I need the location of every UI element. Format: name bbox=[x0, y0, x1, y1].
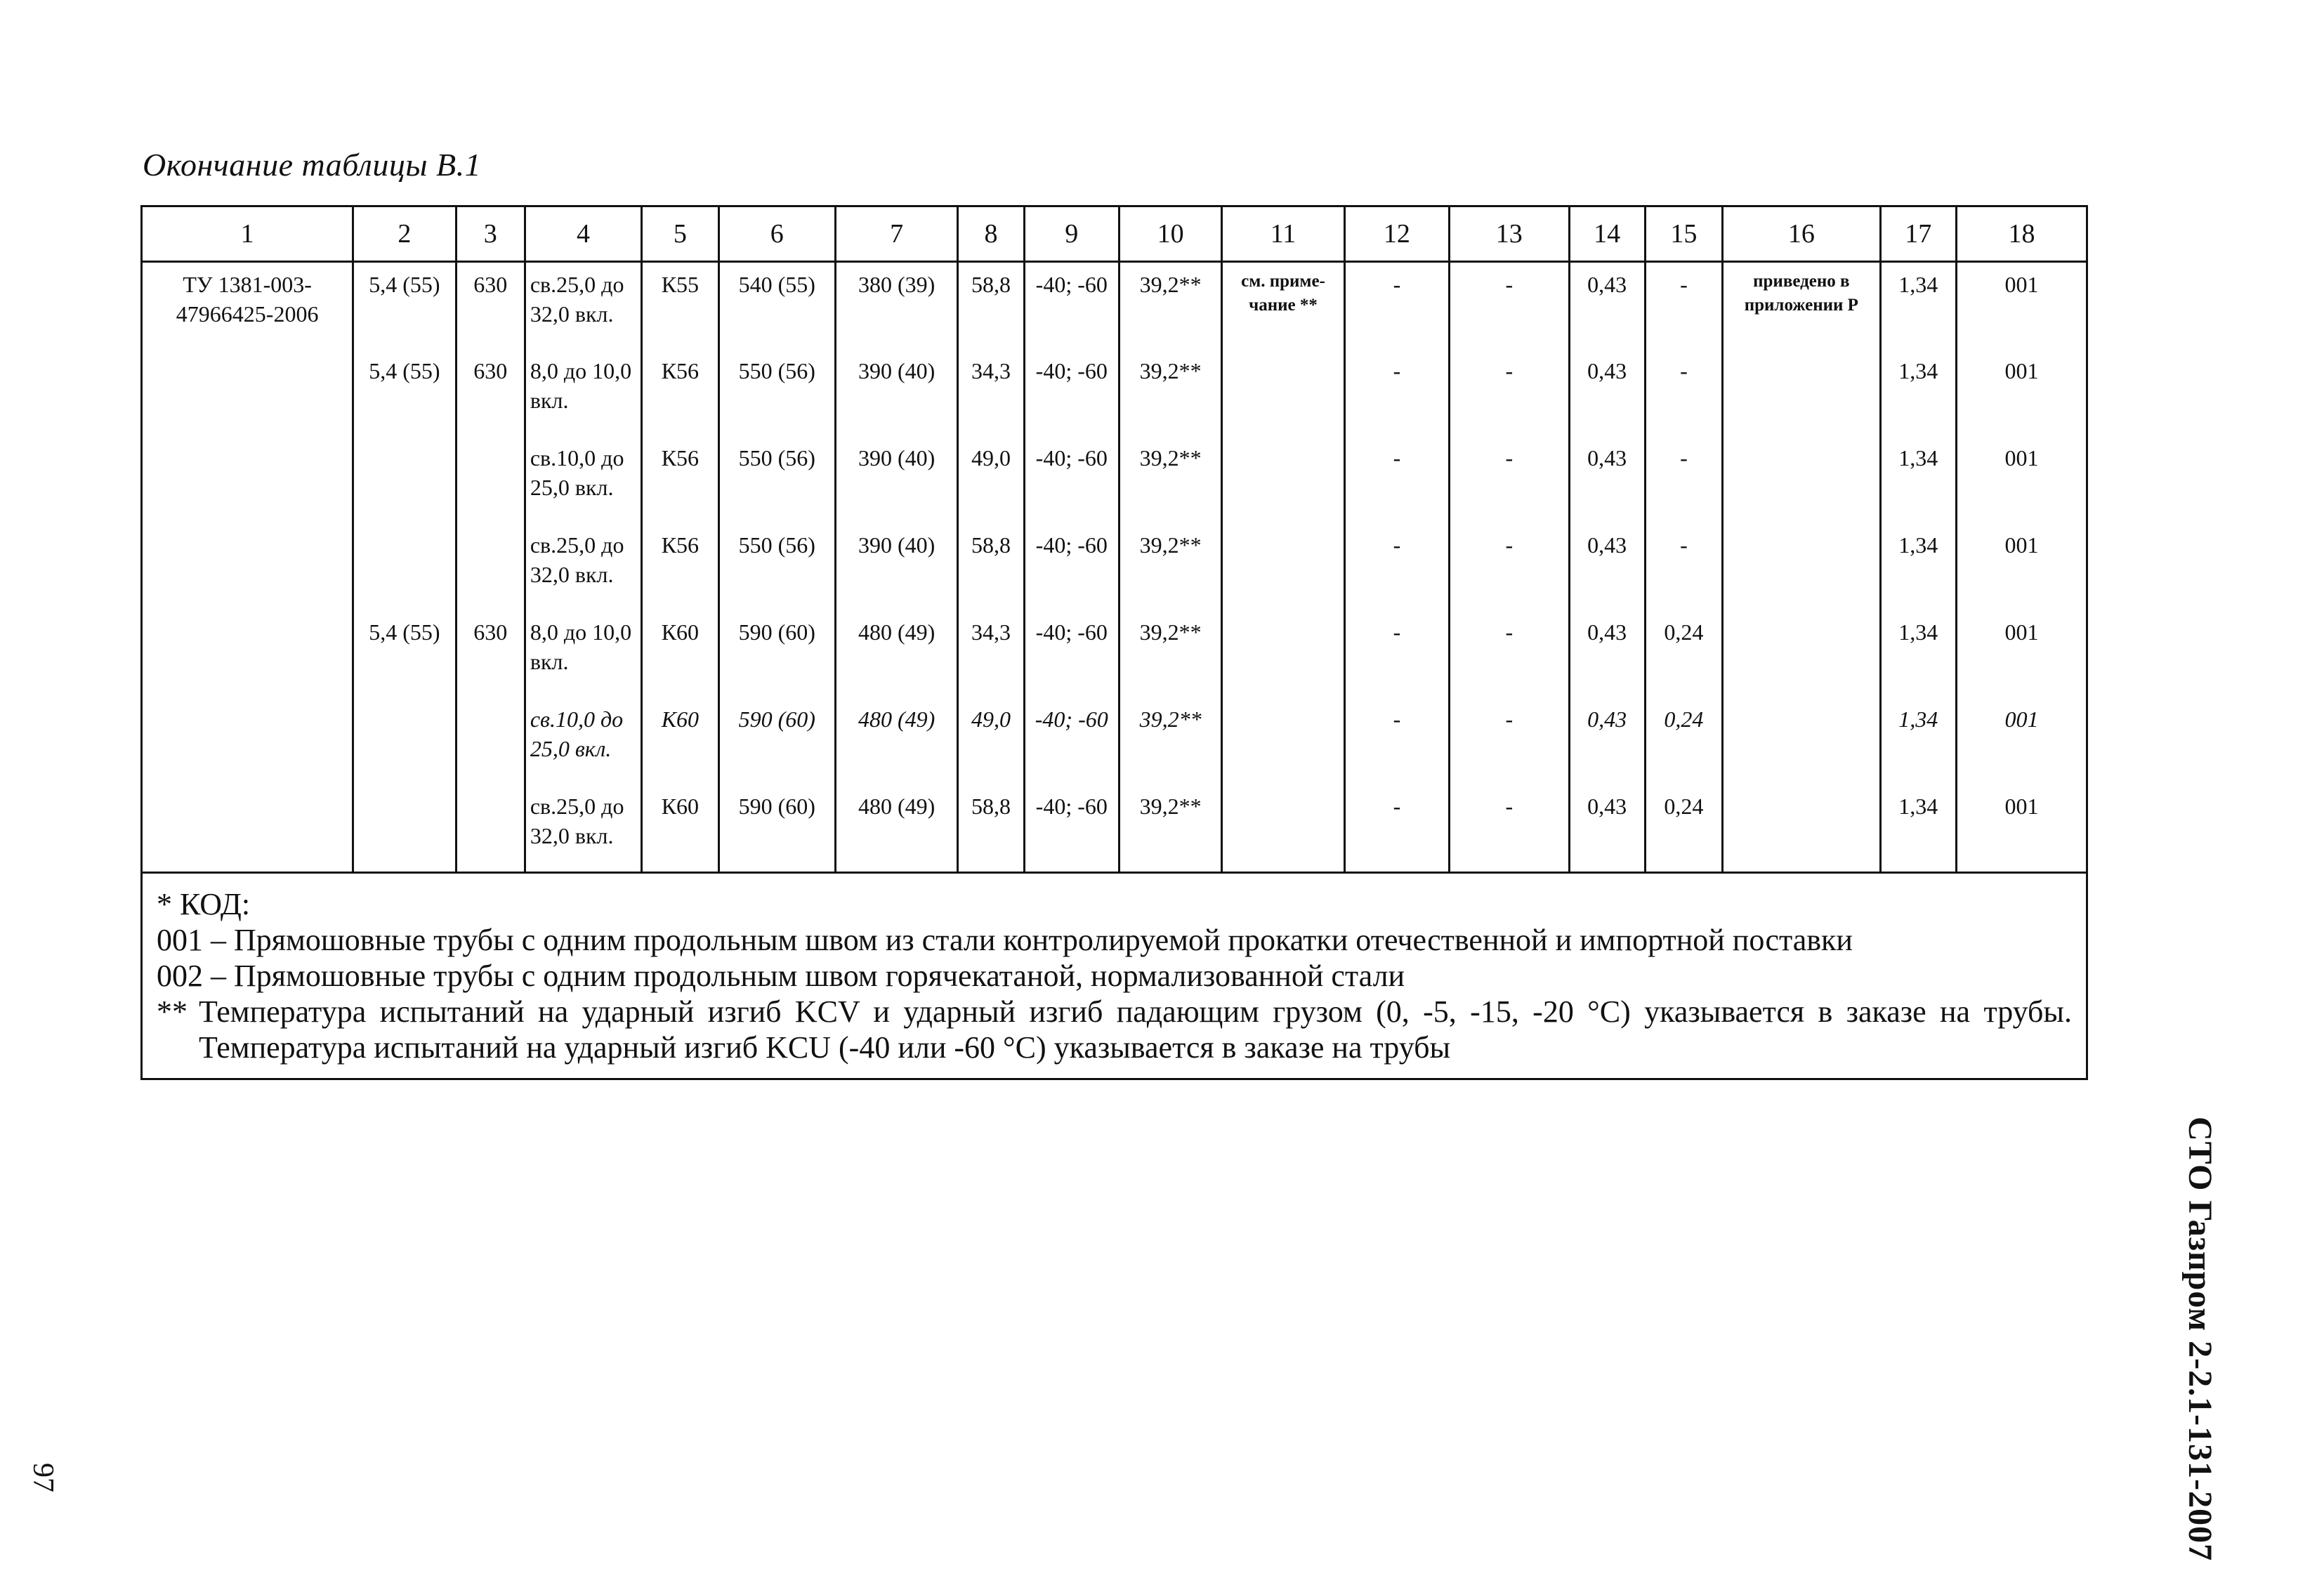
cell-col-14: 0,43 bbox=[1569, 610, 1645, 697]
table-row bbox=[143, 610, 2086, 697]
cell-col-7: 480 (49) bbox=[835, 697, 957, 784]
cell-col-6: 590 (60) bbox=[718, 610, 835, 697]
footnote-mark: ** bbox=[157, 994, 188, 1029]
cell-col-12: - bbox=[1344, 784, 1449, 872]
cell-col-12: - bbox=[1344, 523, 1449, 610]
cell-col-18: 001 bbox=[1956, 610, 2086, 697]
cell-col-7: 480 (49) bbox=[835, 610, 957, 697]
cell-col-16 bbox=[1723, 436, 1881, 523]
cell-col-4: св.10,0 до 25,0 вкл. bbox=[525, 436, 641, 523]
cell-col-6: 590 (60) bbox=[718, 697, 835, 784]
cell-col-9: -40; -60 bbox=[1024, 784, 1119, 872]
cell-col-15: - bbox=[1645, 349, 1722, 436]
cell-col-2 bbox=[353, 697, 456, 784]
column-header-6: 6 bbox=[718, 207, 835, 262]
column-header-16: 16 bbox=[1723, 207, 1881, 262]
cell-col-3: 630 bbox=[456, 349, 525, 436]
header-row bbox=[143, 207, 2086, 262]
cell-col-16 bbox=[1723, 610, 1881, 697]
table-row bbox=[143, 436, 2086, 523]
cell-col-11 bbox=[1222, 436, 1344, 523]
cell-col-13: - bbox=[1450, 610, 1569, 697]
cell-col-15: 0,24 bbox=[1645, 697, 1722, 784]
cell-col-6: 590 (60) bbox=[718, 784, 835, 872]
cell-col-10: 39,2** bbox=[1119, 262, 1221, 349]
cell-col-11 bbox=[1222, 523, 1344, 610]
cell-col-9: -40; -60 bbox=[1024, 436, 1119, 523]
cell-col-1 bbox=[143, 784, 353, 872]
column-header-2: 2 bbox=[353, 207, 456, 262]
table-row bbox=[143, 784, 2086, 872]
cell-col-1 bbox=[143, 436, 353, 523]
cell-col-7: 390 (40) bbox=[835, 349, 957, 436]
cell-col-4: св.25,0 до 32,0 вкл. bbox=[525, 784, 641, 872]
cell-col-1 bbox=[143, 349, 353, 436]
cell-col-5: К60 bbox=[642, 697, 718, 784]
cell-col-10: 39,2** bbox=[1119, 697, 1221, 784]
cell-col-14: 0,43 bbox=[1569, 697, 1645, 784]
cell-col-9: -40; -60 bbox=[1024, 523, 1119, 610]
cell-col-7: 390 (40) bbox=[835, 436, 957, 523]
cell-col-11 bbox=[1222, 349, 1344, 436]
cell-col-9: -40; -60 bbox=[1024, 262, 1119, 349]
cell-col-16: приведено в приложении Р bbox=[1723, 262, 1881, 349]
cell-col-13: - bbox=[1450, 436, 1569, 523]
cell-col-15: - bbox=[1645, 436, 1722, 523]
column-header-14: 14 bbox=[1569, 207, 1645, 262]
cell-col-1: ТУ 1381-003-47966425-2006 bbox=[176, 272, 319, 327]
table-notes bbox=[143, 872, 2086, 1078]
cell-col-8: 49,0 bbox=[958, 436, 1024, 523]
cell-col-12: - bbox=[1344, 436, 1449, 523]
column-header-9: 9 bbox=[1024, 207, 1119, 262]
cell-col-15: 0,24 bbox=[1645, 784, 1722, 872]
cell-col-17: 1,34 bbox=[1880, 784, 1956, 872]
cell-col-13: - bbox=[1450, 262, 1569, 349]
cell-col-8: 34,3 bbox=[958, 349, 1024, 436]
cell-col-14: 0,43 bbox=[1569, 262, 1645, 349]
cell-col-17: 1,34 bbox=[1880, 262, 1956, 349]
table-body bbox=[143, 262, 2086, 872]
cell-col-13: - bbox=[1450, 697, 1569, 784]
cell-col-8: 58,8 bbox=[958, 262, 1024, 349]
cell-col-9: -40; -60 bbox=[1024, 697, 1119, 784]
cell-col-16 bbox=[1723, 349, 1881, 436]
column-header-17: 17 bbox=[1880, 207, 1956, 262]
cell-col-2 bbox=[353, 436, 456, 523]
cell-col-11 bbox=[1222, 610, 1344, 697]
cell-col-4: 8,0 до 10,0 вкл. bbox=[525, 349, 641, 436]
cell-col-7: 380 (39) bbox=[835, 262, 957, 349]
cell-col-18: 001 bbox=[1956, 349, 2086, 436]
column-header-12: 12 bbox=[1344, 207, 1449, 262]
cell-col-14: 0,43 bbox=[1569, 784, 1645, 872]
cell-col-7: 480 (49) bbox=[835, 784, 957, 872]
cell-col-3: 630 bbox=[456, 610, 525, 697]
code-001-note: 001 – Прямошовные трубы с одним продольным швом из стали контролируемой прокатки отечественной и импортной поставки bbox=[157, 922, 1853, 957]
cell-col-17: 1,34 bbox=[1880, 610, 1956, 697]
cell-col-5: К56 bbox=[642, 349, 718, 436]
table-frame bbox=[140, 205, 2088, 1080]
cell-col-10: 39,2** bbox=[1119, 436, 1221, 523]
cell-col-3 bbox=[456, 436, 525, 523]
column-header-7: 7 bbox=[835, 207, 957, 262]
cell-col-18: 001 bbox=[1956, 436, 2086, 523]
spec-table bbox=[143, 207, 2086, 872]
cell-col-17: 1,34 bbox=[1880, 436, 1956, 523]
cell-col-4: 8,0 до 10,0 вкл. bbox=[525, 610, 641, 697]
cell-col-8: 34,3 bbox=[958, 610, 1024, 697]
cell-col-3 bbox=[456, 523, 525, 610]
cell-col-6: 540 (55) bbox=[718, 262, 835, 349]
table-row bbox=[143, 697, 2086, 784]
cell-col-9: -40; -60 bbox=[1024, 610, 1119, 697]
cell-col-17: 1,34 bbox=[1880, 349, 1956, 436]
cell-col-8: 49,0 bbox=[958, 697, 1024, 784]
column-header-1: 1 bbox=[143, 207, 353, 262]
cell-col-13: - bbox=[1450, 349, 1569, 436]
footnote-double-star bbox=[157, 994, 2072, 1065]
cell-col-4: св.25,0 до 32,0 вкл. bbox=[525, 523, 641, 610]
column-header-4: 4 bbox=[525, 207, 641, 262]
cell-col-8: 58,8 bbox=[958, 523, 1024, 610]
code-002-note: 002 – Прямошовные трубы с одним продольным швом горячекатаной, нормализованной стали bbox=[157, 958, 1405, 993]
column-header-13: 13 bbox=[1450, 207, 1569, 262]
cell-col-1 bbox=[143, 610, 353, 697]
table-row bbox=[143, 523, 2086, 610]
cell-col-2: 5,4 (55) bbox=[353, 349, 456, 436]
document-side-title: СТО Газпром 2-2.1-131-2007 bbox=[2181, 1117, 2219, 1562]
cell-col-11 bbox=[1222, 784, 1344, 872]
column-header-10: 10 bbox=[1119, 207, 1221, 262]
cell-col-16 bbox=[1723, 697, 1881, 784]
cell-col-18: 001 bbox=[1956, 784, 2086, 872]
column-header-18: 18 bbox=[1956, 207, 2086, 262]
column-header-5: 5 bbox=[642, 207, 718, 262]
table-row bbox=[143, 262, 2086, 349]
cell-col-5: К60 bbox=[642, 784, 718, 872]
cell-col-15: 0,24 bbox=[1645, 610, 1722, 697]
cell-col-2: 5,4 (55) bbox=[353, 262, 456, 349]
cell-col-3: 630 bbox=[456, 262, 525, 349]
footnote-text: Температура испытаний на ударный изгиб KCV и ударный изгиб падающим грузом (0, -5, -15, -20 °С) указывается в заказе на трубы. Температура испытаний на ударный изгиб KCU (-40 или -60 °С) указывается в заказе на трубы bbox=[199, 994, 2072, 1065]
cell-col-5: К60 bbox=[642, 610, 718, 697]
column-header-11: 11 bbox=[1222, 207, 1344, 262]
cell-col-6: 550 (56) bbox=[718, 349, 835, 436]
cell-col-5: К56 bbox=[642, 523, 718, 610]
cell-col-17: 1,34 bbox=[1880, 523, 1956, 610]
cell-col-10: 39,2** bbox=[1119, 349, 1221, 436]
cell-col-14: 0,43 bbox=[1569, 349, 1645, 436]
column-header-15: 15 bbox=[1645, 207, 1722, 262]
cell-col-5: К55 bbox=[642, 262, 718, 349]
cell-col-12: - bbox=[1344, 349, 1449, 436]
cell-col-16 bbox=[1723, 784, 1881, 872]
page-number: 97 bbox=[27, 1463, 59, 1492]
cell-col-17: 1,34 bbox=[1880, 697, 1956, 784]
cell-col-18: 001 bbox=[1956, 262, 2086, 349]
code-title: * КОД: bbox=[157, 886, 251, 921]
cell-col-12: - bbox=[1344, 610, 1449, 697]
table-caption: Окончание таблицы В.1 bbox=[143, 147, 482, 183]
cell-col-16 bbox=[1723, 523, 1881, 610]
column-header-3: 3 bbox=[456, 207, 525, 262]
cell-col-13: - bbox=[1450, 523, 1569, 610]
cell-col-4: св.10,0 до 25,0 вкл. bbox=[525, 697, 641, 784]
cell-col-18: 001 bbox=[1956, 697, 2086, 784]
cell-col-7: 390 (40) bbox=[835, 523, 957, 610]
cell-col-3 bbox=[456, 697, 525, 784]
cell-col-15: - bbox=[1645, 523, 1722, 610]
cell-col-6: 550 (56) bbox=[718, 523, 835, 610]
cell-col-10: 39,2** bbox=[1119, 523, 1221, 610]
table-row bbox=[143, 349, 2086, 436]
cell-col-9: -40; -60 bbox=[1024, 349, 1119, 436]
cell-col-12: - bbox=[1344, 697, 1449, 784]
cell-col-11: см. приме-чание ** bbox=[1222, 262, 1344, 349]
cell-col-4: св.25,0 до 32,0 вкл. bbox=[525, 262, 641, 349]
cell-col-14: 0,43 bbox=[1569, 436, 1645, 523]
column-header-8: 8 bbox=[958, 207, 1024, 262]
cell-col-1 bbox=[143, 523, 353, 610]
cell-col-2 bbox=[353, 523, 456, 610]
cell-col-13: - bbox=[1450, 784, 1569, 872]
cell-col-15: - bbox=[1645, 262, 1722, 349]
cell-col-10: 39,2** bbox=[1119, 784, 1221, 872]
cell-col-1 bbox=[143, 697, 353, 784]
cell-col-14: 0,43 bbox=[1569, 523, 1645, 610]
cell-col-5: К56 bbox=[642, 436, 718, 523]
cell-col-6: 550 (56) bbox=[718, 436, 835, 523]
cell-col-2: 5,4 (55) bbox=[353, 610, 456, 697]
cell-col-3 bbox=[456, 784, 525, 872]
cell-col-11 bbox=[1222, 697, 1344, 784]
cell-col-12: - bbox=[1344, 262, 1449, 349]
cell-col-18: 001 bbox=[1956, 523, 2086, 610]
cell-col-2 bbox=[353, 784, 456, 872]
cell-col-10: 39,2** bbox=[1119, 610, 1221, 697]
cell-col-8: 58,8 bbox=[958, 784, 1024, 872]
